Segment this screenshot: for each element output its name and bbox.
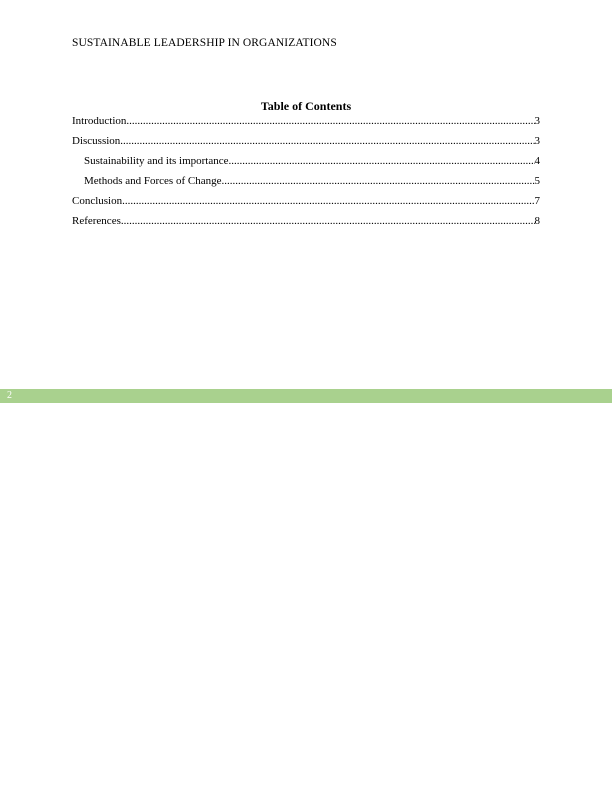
toc-entry-discussion[interactable] bbox=[72, 135, 540, 155]
toc-leader-dots bbox=[126, 115, 534, 127]
toc-entry-label: Sustainability and its importance bbox=[84, 155, 229, 167]
toc-entry-page: 3 bbox=[534, 115, 540, 127]
toc-title: Table of Contents bbox=[260, 99, 352, 113]
toc-entry-label: Methods and Forces of Change bbox=[84, 175, 222, 187]
toc-entry-label: Conclusion bbox=[72, 195, 123, 207]
toc-list bbox=[72, 115, 540, 235]
table-of-contents bbox=[72, 98, 540, 235]
toc-entry-introduction[interactable] bbox=[72, 115, 540, 135]
page-number: 2 bbox=[7, 390, 12, 401]
running-head: SUSTAINABLE LEADERSHIP IN ORGANIZATIONS bbox=[72, 37, 337, 49]
toc-entry-page: 5 bbox=[534, 175, 540, 187]
toc-leader-dots bbox=[122, 195, 534, 207]
toc-entry-label: Introduction bbox=[72, 115, 127, 127]
toc-entry-sustainability[interactable] bbox=[72, 155, 540, 175]
toc-entry-label: References bbox=[72, 215, 121, 227]
toc-leader-dots bbox=[229, 155, 535, 167]
toc-entry-methods[interactable] bbox=[72, 175, 540, 195]
toc-entry-page: 8 bbox=[534, 215, 540, 227]
toc-leader-dots bbox=[221, 175, 534, 187]
toc-entry-page: 3 bbox=[534, 135, 540, 147]
toc-leader-dots bbox=[121, 215, 535, 227]
toc-entry-references[interactable] bbox=[72, 215, 540, 235]
toc-leader-dots bbox=[120, 135, 534, 147]
toc-entry-conclusion[interactable] bbox=[72, 195, 540, 215]
toc-entry-page: 7 bbox=[534, 195, 540, 207]
page-footer-bar bbox=[0, 389, 612, 403]
toc-entry-page: 4 bbox=[534, 155, 540, 167]
toc-entry-label: Discussion bbox=[72, 135, 121, 147]
